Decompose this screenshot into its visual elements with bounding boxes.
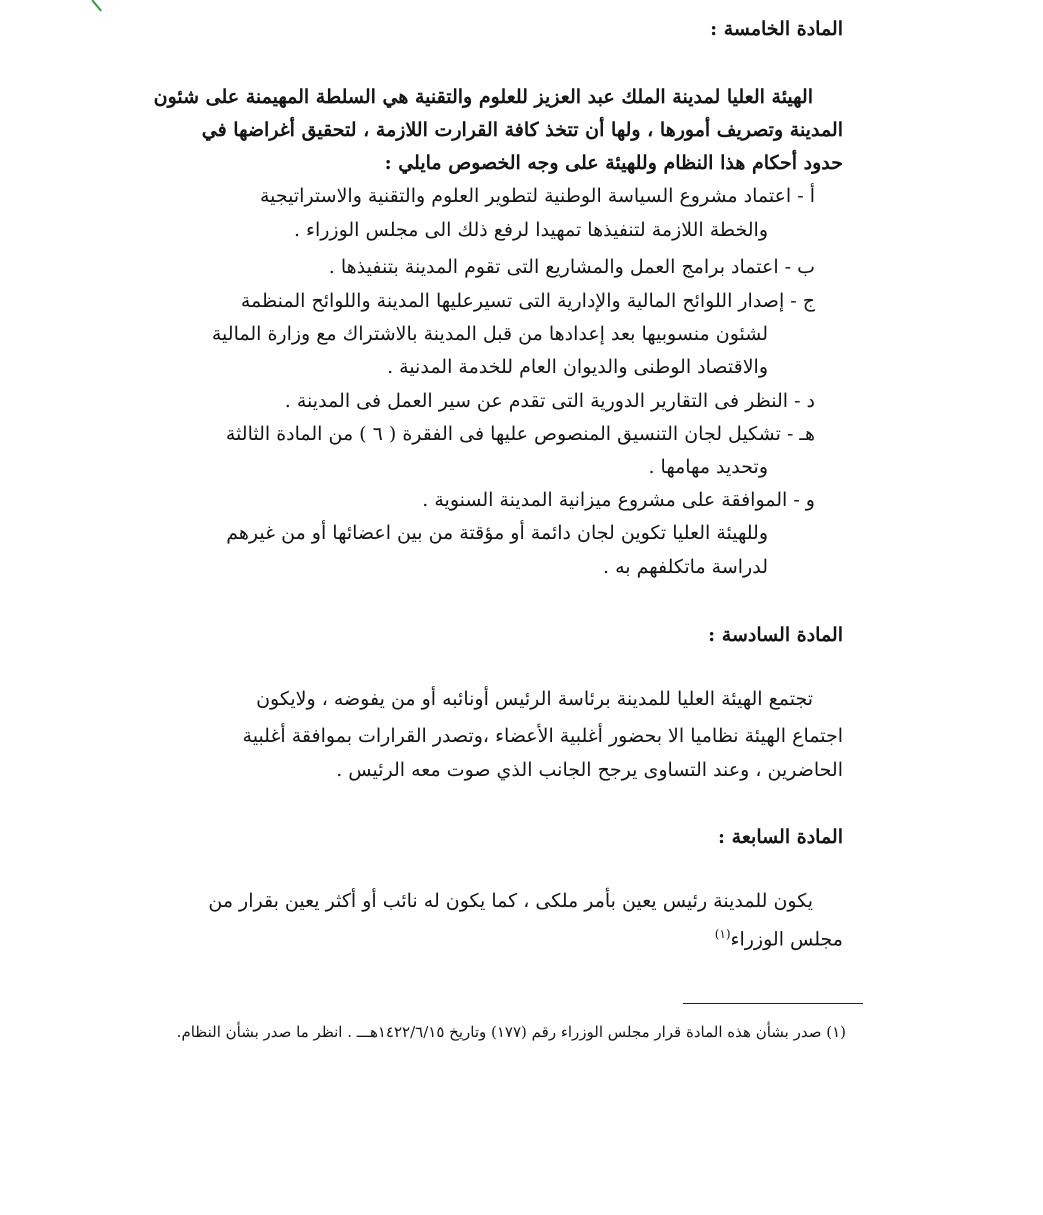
article-6-line: تجتمع الهيئة العليا للمدينة برئاسة الرئيس أونائبه أو من يفوضه ، ولايكون: [256, 688, 813, 710]
article-5-line: وتحديد مهامها .: [648, 456, 768, 478]
scan-corner-mark: [91, 0, 112, 12]
article-5-line: الهيئة العليا لمدينة الملك عبد العزيز للعلوم والتقنية هي السلطة المهيمنة على شئون: [153, 86, 813, 108]
article-5-heading: المادة الخامسة :: [710, 18, 843, 40]
article-6-line: اجتماع الهيئة نظاميا الا بحضور أغلبية الأعضاء ،وتصدر القرارات بموافقة أغلبية: [242, 725, 843, 747]
article-5-item-c: ج - إصدار اللوائح المالية والإدارية التى تسيرعليها المدينة واللوائح المنظمة: [240, 290, 815, 312]
footnote-reference: (١): [714, 927, 731, 941]
article-6-line: الحاضرين ، وعند التساوى يرجح الجانب الذي صوت معه الرئيس .: [336, 759, 843, 781]
article-5-item-b: ب - اعتماد برامج العمل والمشاريع التى تقوم المدينة بتنفيذها .: [328, 256, 815, 278]
article-7-line: [715, 928, 843, 949]
article-5-line: والاقتصاد الوطنى والديوان العام للخدمة المدنية .: [387, 356, 768, 378]
article-5-item-f: و - الموافقة على مشروع ميزانية المدينة السنوية .: [422, 489, 815, 511]
article-7-line: يكون للمدينة رئيس يعين بأمر ملكى ، كما يكون له نائب أو أكثر يعين بقرار من: [208, 890, 813, 912]
article-5-line: لدراسة ماتكلفهم به .: [602, 556, 768, 578]
article-5-line: حدود أحكام هذا النظام وللهيئة على وجه الخصوص مايلي :: [384, 152, 843, 174]
footnote-text: (١) صدر بشأن هذه المادة قرار مجلس الوزراء رقم (١٧٧) وتاريخ ١٤٢٢/٦/١٥هـــ . انظر ما صدر بشأن النظام.: [176, 1023, 846, 1041]
article-6-heading: المادة السادسة :: [708, 624, 843, 646]
article-5-line: لشئون منسوبيها بعد إعدادها من قبل المدينة بالاشتراك مع وزارة المالية: [211, 323, 768, 345]
article-5-item-d: د - النظر فى التقارير الدورية التى تقدم عن سير العمل فى المدينة .: [284, 390, 815, 412]
footnote-separator: [683, 1003, 863, 1004]
article-7-line-text: مجلس الوزراء: [730, 928, 843, 951]
article-5-item-a: أ - اعتماد مشروع السياسة الوطنية لتطوير العلوم والتقنية والاستراتيجية: [259, 185, 815, 207]
article-5-line: المدينة وتصريف أمورها ، ولها أن تتخذ كافة القرارت اللازمة ، لتحقيق أغراضها في: [201, 119, 843, 141]
article-7-heading: المادة السابعة :: [718, 826, 843, 848]
article-5-line: والخطة اللازمة لتنفيذها تمهيدا لرفع ذلك الى مجلس الوزراء .: [293, 219, 768, 241]
article-5-line: وللهيئة العليا تكوين لجان دائمة أو مؤقتة من بين اعضائها أو من غيرهم: [226, 522, 768, 544]
article-5-item-e: هـ - تشكيل لجان التنسيق المنصوص عليها فى الفقرة ( ٦ ) من المادة الثالثة: [225, 423, 815, 445]
